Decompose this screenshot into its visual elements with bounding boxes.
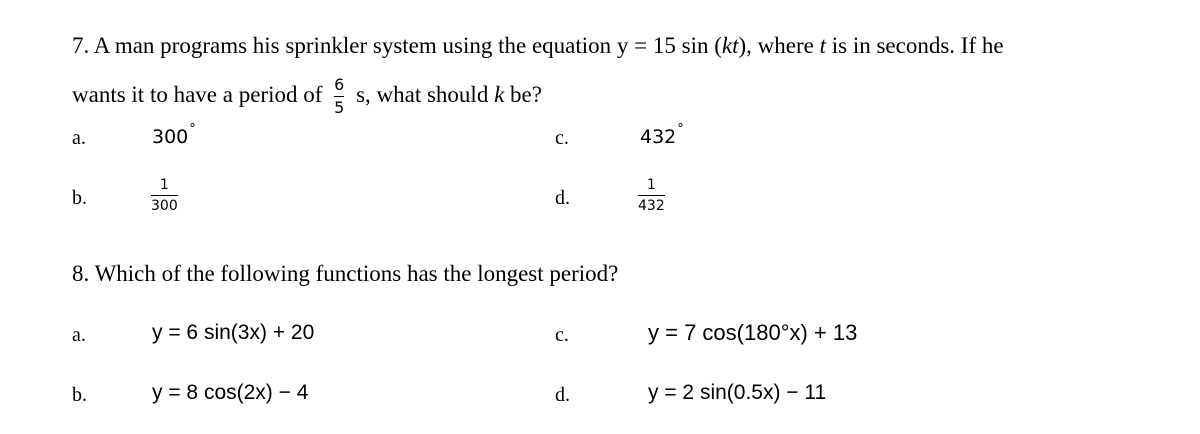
q7-line1: 7. A man programs his sprinkler system using the equation y = 15 sin (kt), where t is in seconds. If he <box>72 33 1004 58</box>
q7-text-line1 <box>72 33 1004 59</box>
q7-option-b-numerator: 1 <box>159 177 169 193</box>
degree-symbol: ° <box>189 122 196 137</box>
q7-option-d-fraction <box>638 177 665 214</box>
q7-option-b-label: b. <box>72 187 87 209</box>
q7-option-d-numerator: 1 <box>646 177 656 193</box>
q7-option-a-number: 300 <box>152 126 189 148</box>
q8-option-b-value: y = 8 cos(2x) − 4 <box>152 381 309 404</box>
q8-option-d-value: y = 2 sin(0.5x) − 11 <box>648 381 827 404</box>
q8-option-c-label: c. <box>555 324 569 346</box>
q7-option-d-label: d. <box>555 187 570 209</box>
degree-symbol: ° <box>677 122 684 137</box>
q7-line2-before: wants it to have a period of <box>72 81 323 107</box>
q7-line2-after: s, what should k be? <box>356 81 542 107</box>
q7-frac-denominator: 5 <box>334 98 345 117</box>
q8-option-a-label: a. <box>72 324 86 346</box>
q8-option-a-value: y = 6 sin(3x) + 20 <box>152 321 315 344</box>
q8-option-d-label: d. <box>555 384 570 406</box>
q7-frac-numerator: 6 <box>334 75 345 94</box>
q7-option-b-fraction <box>151 177 178 214</box>
q7-option-c-number: 432 <box>640 126 677 148</box>
q7-option-b-denominator: 300 <box>151 198 178 214</box>
q8-option-c-value: y = 7 cos(180°x) + 13 <box>648 320 858 345</box>
q7-option-d-denominator: 432 <box>638 198 665 214</box>
q7-text-line2 <box>72 76 542 117</box>
q7-period-fraction <box>334 76 344 117</box>
q7-option-c-label: c. <box>555 127 569 149</box>
q7-option-a-label: a. <box>72 127 86 149</box>
q7-option-c-value <box>640 122 684 148</box>
q8-question: 8. Which of the following functions has the longest period? <box>72 261 619 286</box>
q7-option-a-value <box>152 122 196 148</box>
q8-option-b-label: b. <box>72 384 87 406</box>
